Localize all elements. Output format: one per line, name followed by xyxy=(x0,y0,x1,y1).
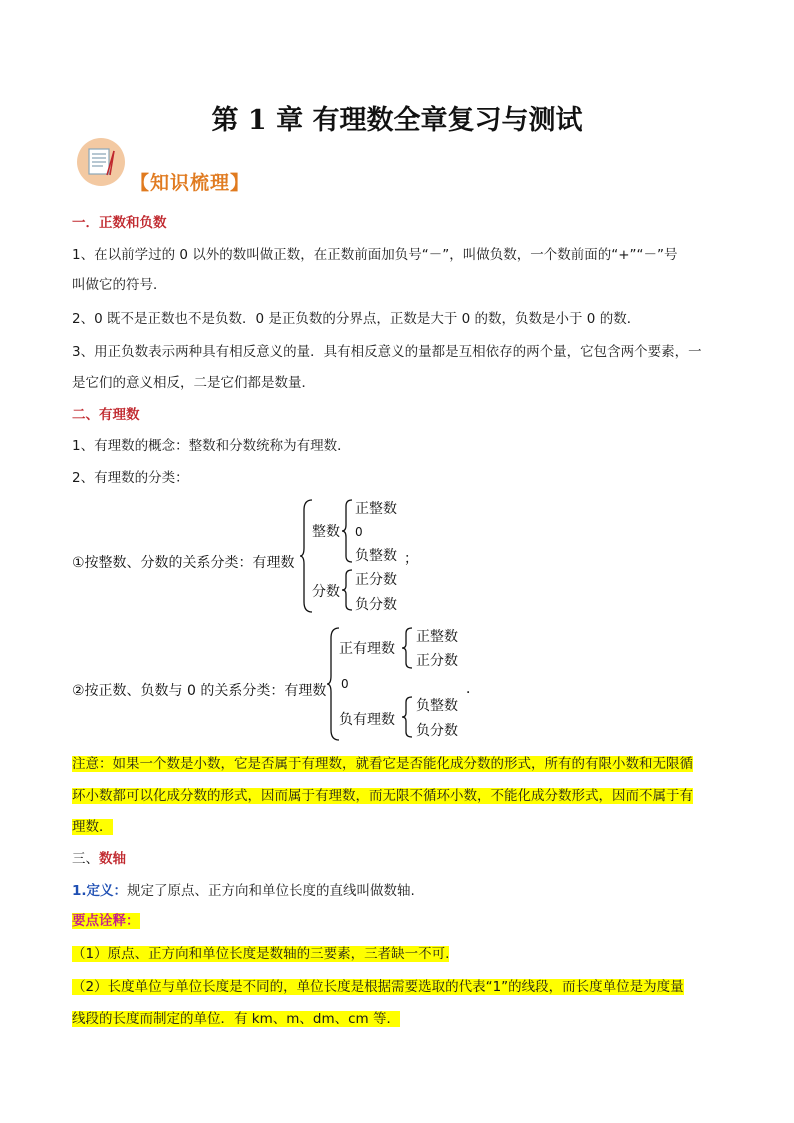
tree-leaf: 正分数 xyxy=(355,572,397,588)
note-line xyxy=(72,754,693,774)
brace xyxy=(342,568,354,612)
paragraph-line: 2、有理数的分类： xyxy=(72,470,189,486)
section-badge: 【知识梳理】 xyxy=(130,172,251,194)
paragraph-line: 是它们的意义相反，二是它们都是数量． xyxy=(72,375,315,391)
tree-node: 负有理数 xyxy=(339,712,395,728)
note-line xyxy=(72,786,693,806)
definition-text: 规定了原点、正方向和单位长度的直线叫做数轴. xyxy=(127,883,415,899)
key-point xyxy=(72,1009,400,1029)
definition-label: 1.定义： xyxy=(72,883,128,899)
tree-leaf: 0 xyxy=(355,525,363,539)
note-highlight: 理数． xyxy=(72,819,113,835)
tree-leaf: 负整数 xyxy=(355,548,397,564)
tree-leaf: 正整数 xyxy=(355,501,397,517)
tree-leaf: 负分数 xyxy=(416,723,458,739)
key-point xyxy=(72,944,449,964)
section-title: 数轴 xyxy=(99,851,126,867)
tree-leaf: 0 xyxy=(341,677,349,691)
key-point xyxy=(72,977,684,997)
tree-leaf: 正分数 xyxy=(416,653,458,669)
tree-leaf: 正整数 xyxy=(416,629,458,645)
tree-leaf: 负整数 xyxy=(416,698,458,714)
tree-node: 正有理数 xyxy=(339,641,395,657)
section-heading: 一．正数和负数 xyxy=(72,215,167,231)
brace xyxy=(342,498,354,564)
note-line xyxy=(72,817,113,837)
paragraph-line: 叫做它的符号． xyxy=(72,277,167,293)
page-title: 第 1 章 有理数全章复习与测试 xyxy=(211,105,583,136)
key-point-highlight: 线段的长度而制定的单位．有 km、m、dm、cm 等． xyxy=(72,1011,400,1027)
notebook-icon xyxy=(76,137,126,187)
key-points-label: 要点诠释： xyxy=(72,913,140,929)
key-point-highlight: （1）原点、正方向和单位长度是数轴的三要素，三者缺一不可. xyxy=(72,946,450,962)
paragraph-line: 3、用正负数表示两种具有相反意义的量．具有相反意义的量都是互相依存的两个量，它包含两个要素，一 xyxy=(72,344,702,360)
key-point-highlight: （2）长度单位与单位长度是不同的，单位长度是根据需要选取的代表“1”的线段，而长度单位是为度量 xyxy=(72,979,684,995)
paragraph-line: 2、0 既不是正数也不是负数．0 是正负数的分界点，正数是大于 0 的数，负数是小于 0 的数． xyxy=(72,311,641,327)
tree-leaf: 负分数 xyxy=(355,597,397,613)
note-highlight: 环小数都可以化成分数的形式，因而属于有理数，而无限不循环小数，不能化成分数形式，因而不属于有 xyxy=(72,788,693,804)
paragraph-line: 1、有理数的概念：整数和分数统称为有理数． xyxy=(72,438,351,454)
section-heading: 二、有理数 xyxy=(72,407,140,423)
tree-lead: ①按整数、分数的关系分类：有理数 xyxy=(72,555,295,571)
paragraph-line: 1、在以前学过的 0 以外的数叫做正数，在正数前面加负号“－”，叫做负数，一个数前面的“+”“－”号 xyxy=(72,247,678,263)
tree-node: 整数 xyxy=(312,524,340,540)
tree-node: 分数 xyxy=(312,584,340,600)
tree-punct: ． xyxy=(466,681,480,697)
key-points-line xyxy=(72,911,140,931)
section-heading xyxy=(72,849,126,869)
definition-line xyxy=(72,881,415,901)
brace xyxy=(402,626,414,670)
section-number: 三、 xyxy=(72,851,99,867)
tree-punct: ； xyxy=(404,551,418,567)
note-highlight: 注意：如果一个数是小数，它是否属于有理数，就看它是否能化成分数的形式，所有的有限小数和无限循 xyxy=(72,756,693,772)
tree-lead: ②按正数、负数与 0 的关系分类：有理数 xyxy=(72,683,327,699)
brace xyxy=(402,695,414,739)
